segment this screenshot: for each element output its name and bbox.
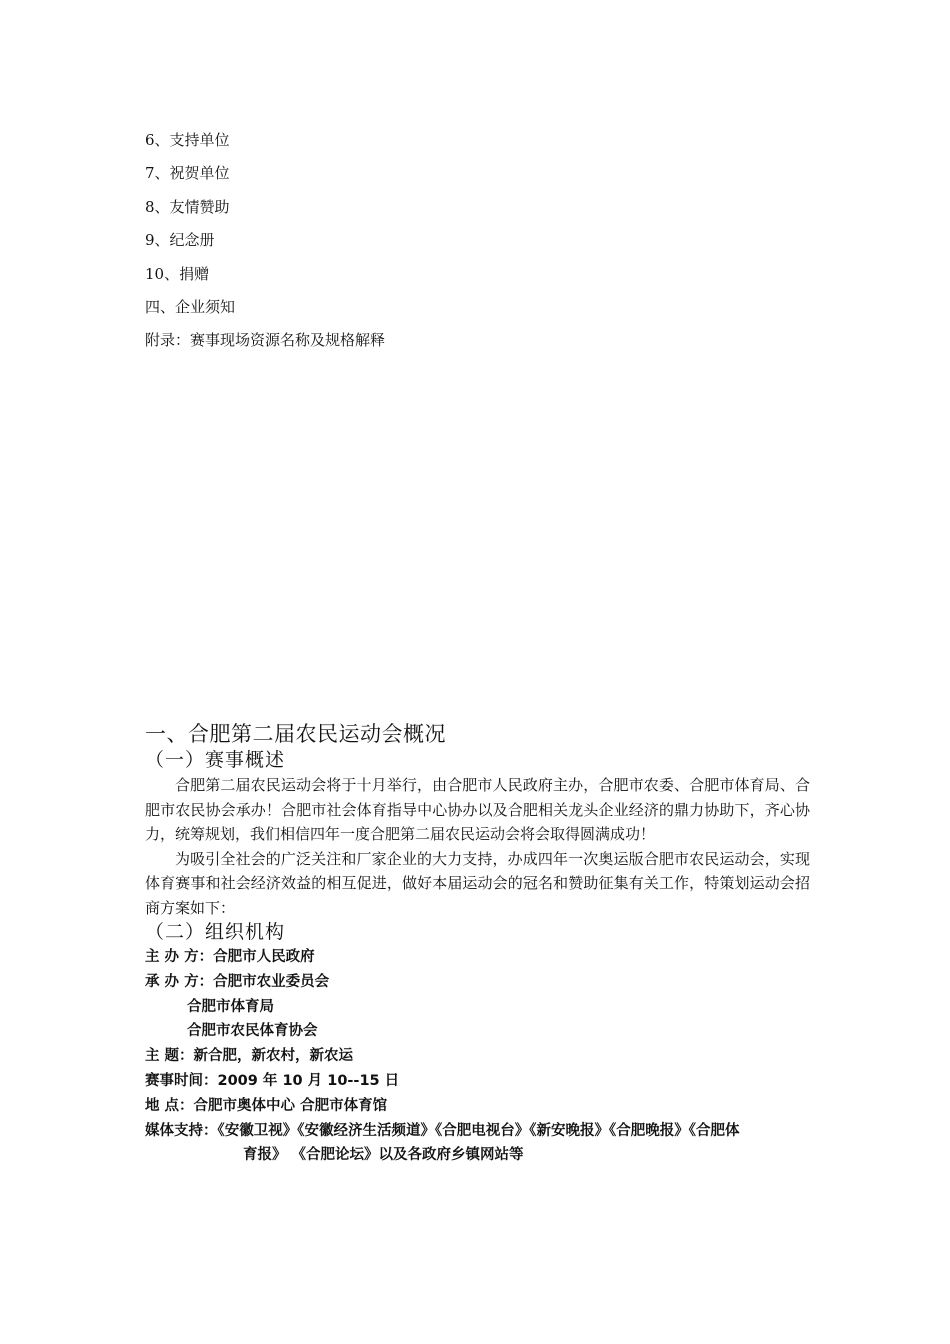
media-support-continuation: 育报》 《合肥论坛》以及各政府乡镇网站等 [243, 1147, 524, 1164]
subsection-heading-summary: （一）赛事概述 [145, 749, 286, 771]
organizer-line: 承 办 方：合肥市农业委员会 [145, 973, 330, 990]
subsection-heading-organization: （二）组织机构 [145, 921, 286, 943]
summary-paragraph: 合肥第二届农民运动会将于十月举行，由合肥市人民政府主办，合肥市农委、合肥市体育局、合肥市农民协会承办！合肥市社会体育指导中心协办以及合肥相关龙头企业经济的鼎力协助下，齐心协力，统筹规划，我们相信四年一度合肥第二届农民运动会将会取得圆满成功！ [145, 776, 810, 843]
time-line: 赛事时间：2009 年 10 月 10--15 日 [145, 1072, 400, 1089]
toc-item: 7、祝贺单位 [145, 164, 230, 183]
organizer-line-3: 合肥市农民体育协会 [187, 1023, 318, 1040]
theme-line: 主 题：新合肥，新农村，新农运 [145, 1048, 354, 1065]
overview-section [145, 720, 810, 1168]
toc-item: 10、捐赠 [145, 264, 210, 283]
toc-item: 8、友情赞助 [145, 197, 230, 216]
toc-item: 四、企业须知 [145, 297, 236, 316]
toc-item: 6、支持单位 [145, 131, 230, 149]
purpose-paragraph: 为吸引全社会的广泛关注和厂家企业的大力支持，办成四年一次奥运版合肥市农民运动会，实现体育赛事和社会经济效益的相互促进，做好本届运动会的冠名和赞助征集有关工作，特策划运动会招商方案如下： [145, 849, 810, 917]
media-support-line: 媒体支持：《安徽卫视》《安徽经济生活频道》《合肥电视台》《新安晚报》《合肥晚报》《合肥体 [145, 1122, 740, 1139]
toc-item: 9、纪念册 [145, 231, 215, 250]
toc-item: 附录：赛事现场资源名称及规格解释 [145, 331, 386, 350]
table-of-contents [145, 124, 745, 358]
venue-line: 地 点：合肥市奥体中心 合肥市体育馆 [145, 1097, 388, 1114]
host-line: 主 办 方：合肥市人民政府 [145, 949, 315, 965]
section-heading: 一、合肥第二届农民运动会概况 [145, 722, 446, 746]
organizer-line-2: 合肥市体育局 [187, 998, 274, 1015]
